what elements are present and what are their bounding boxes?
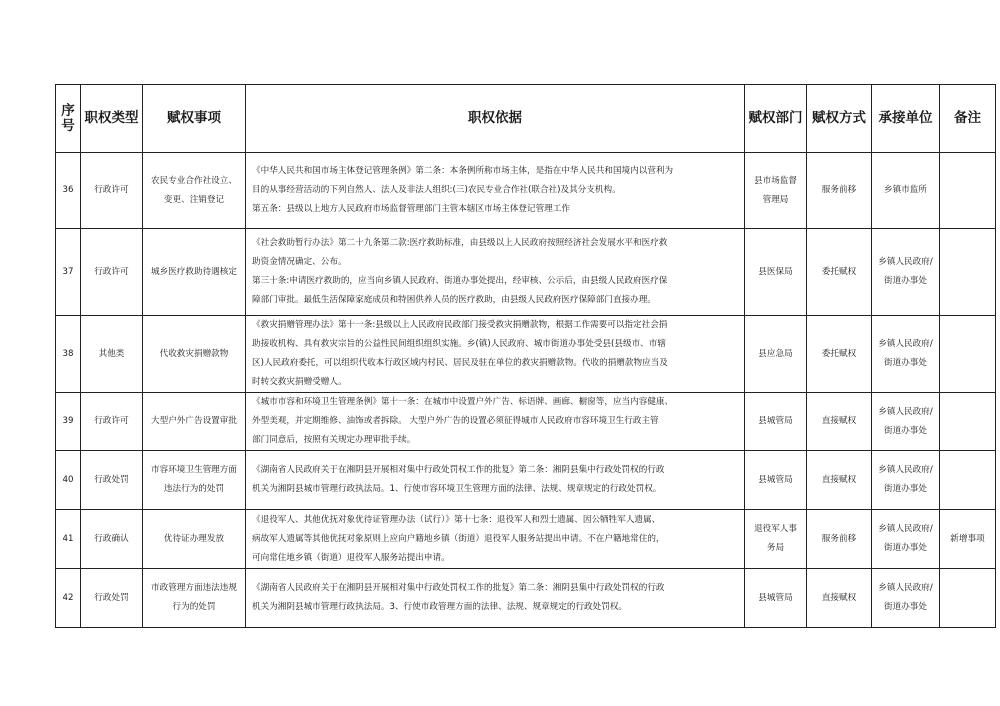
cell-seq: 39: [56, 393, 81, 451]
cell-dept: 县城管局: [745, 451, 807, 510]
cell-matter: 市政管理方面违法违规行为的处罚: [143, 569, 246, 628]
cell-basis: [246, 569, 745, 628]
cell-seq: 41: [56, 510, 81, 569]
cell-type: 行政处罚: [81, 569, 143, 628]
cell-method: 委托赋权: [807, 316, 872, 393]
cell-unit: 乡镇市监所: [872, 153, 940, 229]
table-row: [56, 569, 996, 628]
cell-type: 行政处罚: [81, 451, 143, 510]
cell-seq: 42: [56, 569, 81, 628]
basis-line: 部门同意后，按照有关规定办理审批手续。: [252, 435, 416, 445]
basis-line: 病故军人遗属等其他优抚对象原则上应向户籍地乡镇（街道）退役军人服务站提出申请。不在户籍地常住的，: [252, 533, 665, 544]
cell-method: 委托赋权: [807, 229, 872, 316]
table-row: [56, 229, 996, 316]
cell-seq: 37: [56, 229, 81, 316]
cell-note: [940, 569, 996, 628]
table-row: [56, 393, 996, 451]
cell-matter: 大型户外广告设置审批: [143, 393, 246, 451]
cell-basis: [246, 393, 745, 451]
basis-line: 助接收机构、具有救灾宗旨的公益性民间组织组织实施。乡(镇)人民政府、城市街道办事处受县(县级市、市辖: [252, 339, 666, 349]
basis-line: 区)人民政府委托，可以组织代收本行政区域内村民、居民及驻在单位的救灾捐赠款物。代收的捐赠款物应当及: [252, 358, 668, 368]
header-basis: 职权依据: [246, 85, 745, 153]
cell-unit: 乡镇人民政府/街道办事处: [872, 451, 940, 510]
basis-line: 可向常住地乡镇（街道）退役军人服务站提出申请。: [252, 552, 450, 563]
authority-table: [55, 84, 996, 628]
cell-method: 直接赋权: [807, 393, 872, 451]
cell-type: 其他类: [81, 316, 143, 393]
cell-matter: 优待证办理发放: [143, 510, 246, 569]
basis-line: 目的从事经营活动的下列自然人、法人及非法人组织:(三)农民专业合作社(联合社)及其分支机构。: [252, 185, 621, 195]
cell-matter: 市容环境卫生管理方面违法行为的处罚: [143, 451, 246, 510]
header-note: 备注: [940, 85, 996, 153]
cell-dept: 县医保局: [745, 229, 807, 316]
cell-unit: 乡镇人民政府/街道办事处: [872, 229, 940, 316]
cell-matter: 城乡医疗救助待遇核定: [143, 229, 246, 316]
cell-method: 直接赋权: [807, 569, 872, 628]
cell-type: 行政许可: [81, 393, 143, 451]
cell-basis: [246, 153, 745, 229]
cell-basis: [246, 229, 745, 316]
cell-dept: 县市场监督管理局: [745, 153, 807, 229]
cell-method: 服务前移: [807, 510, 872, 569]
cell-note: [940, 451, 996, 510]
cell-dept: 退役军人事务局: [745, 510, 807, 569]
basis-line: 《救灾捐赠管理办法》第十一条:县级以上人民政府民政部门接受救灾捐赠款物，根据工作需要可以指定社会捐: [252, 320, 668, 330]
cell-type: 行政确认: [81, 510, 143, 569]
header-dept: 赋权部门: [745, 85, 807, 153]
cell-dept: 县城管局: [745, 393, 807, 451]
basis-line: 《湖南省人民政府关于在湘阴县开展相对集中行政处罚权工作的批复》第二条：湘阴县集中行政处罚权的行政: [252, 465, 665, 475]
header-unit: 承接单位: [872, 85, 940, 153]
cell-dept: 县应急局: [745, 316, 807, 393]
cell-seq: 38: [56, 316, 81, 393]
basis-line: 《退役军人、其他优抚对象优待证管理办法（试行）》第十七条：退役军人和烈士遗属、因公牺牲军人遗属、: [252, 514, 661, 525]
table-row: [56, 510, 996, 569]
cell-method: 直接赋权: [807, 451, 872, 510]
cell-unit: 乡镇人民政府/街道办事处: [872, 316, 940, 393]
table-header-row: [56, 85, 996, 153]
table-row: [56, 153, 996, 229]
basis-line: 助资金情况确定、公布。: [252, 257, 347, 267]
cell-unit: 乡镇人民政府/街道办事处: [872, 393, 940, 451]
basis-line: 机关为湘阴县城市管理行政执法局。3、行使市政管理方面的法律、法规、规章规定的行政处罚权。: [252, 602, 628, 612]
basis-line: 《社会救助暂行办法》第二十九条第二款:医疗救助标准，由县级以上人民政府按照经济社会发展水平和医疗救: [252, 238, 668, 248]
authority-table-page: [55, 84, 985, 628]
cell-method: 服务前移: [807, 153, 872, 229]
basis-line: 障部门审批。最低生活保障家庭成员和特困供养人员的医疗救助，由县级人民政府医疗保障部门直接办理。: [252, 295, 656, 305]
cell-unit: 乡镇人民政府/街道办事处: [872, 510, 940, 569]
header-method: 赋权方式: [807, 85, 872, 153]
table-row: [56, 316, 996, 393]
cell-note: [940, 316, 996, 393]
cell-unit: 乡镇人民政府/街道办事处: [872, 569, 940, 628]
cell-dept: 县城管局: [745, 569, 807, 628]
cell-note: 新增事项: [940, 510, 996, 569]
cell-matter: 农民专业合作社设立、变更、注销登记: [143, 153, 246, 229]
cell-basis: [246, 316, 745, 393]
basis-line: 时转交救灾捐赠受赠人。: [252, 377, 347, 387]
header-matter: 赋权事项: [143, 85, 246, 153]
cell-basis: [246, 510, 745, 569]
cell-basis: [246, 451, 745, 510]
cell-matter: 代收救灾捐赠款物: [143, 316, 246, 393]
table-row: [56, 451, 996, 510]
basis-line: 外型美观，并定期维修、油饰或者拆除。 大型户外广告的设置必须征得城市人民政府市容环境卫生行政主管: [252, 416, 659, 426]
cell-seq: 40: [56, 451, 81, 510]
basis-line: 《湖南省人民政府关于在湘阴县开展相对集中行政处罚权工作的批复》第二条：湘阴县集中行政处罚权的行政: [252, 583, 665, 593]
basis-line: 《中华人民共和国市场主体登记管理条例》第二条：本条例所称市场主体，是指在中华人民共和国境内以营利为: [252, 166, 674, 176]
basis-line: 《城市市容和环境卫生管理条例》第十一条：在城市中设置户外广告、标语牌、画廊、橱窗等，应当内容健康、: [252, 397, 674, 407]
basis-line: 第三十条:申请医疗救助的，应当向乡镇人民政府、街道办事处提出，经审核、公示后，由县级人民政府医疗保: [252, 276, 668, 286]
cell-note: [940, 229, 996, 316]
basis-line: 第五条：县级以上地方人民政府市场监督管理部门主管本辖区市场主体登记管理工作: [252, 204, 570, 214]
cell-note: [940, 393, 996, 451]
cell-type: 行政许可: [81, 153, 143, 229]
cell-note: [940, 153, 996, 229]
cell-seq: 36: [56, 153, 81, 229]
basis-line: 机关为湘阴县城市管理行政执法局。1、行使市容环境卫生管理方面的法律、法规、规章规定的行政处罚权。: [252, 484, 662, 494]
header-type: 职权类型: [81, 85, 143, 153]
cell-type: 行政许可: [81, 229, 143, 316]
header-seq: 序号: [56, 85, 81, 153]
